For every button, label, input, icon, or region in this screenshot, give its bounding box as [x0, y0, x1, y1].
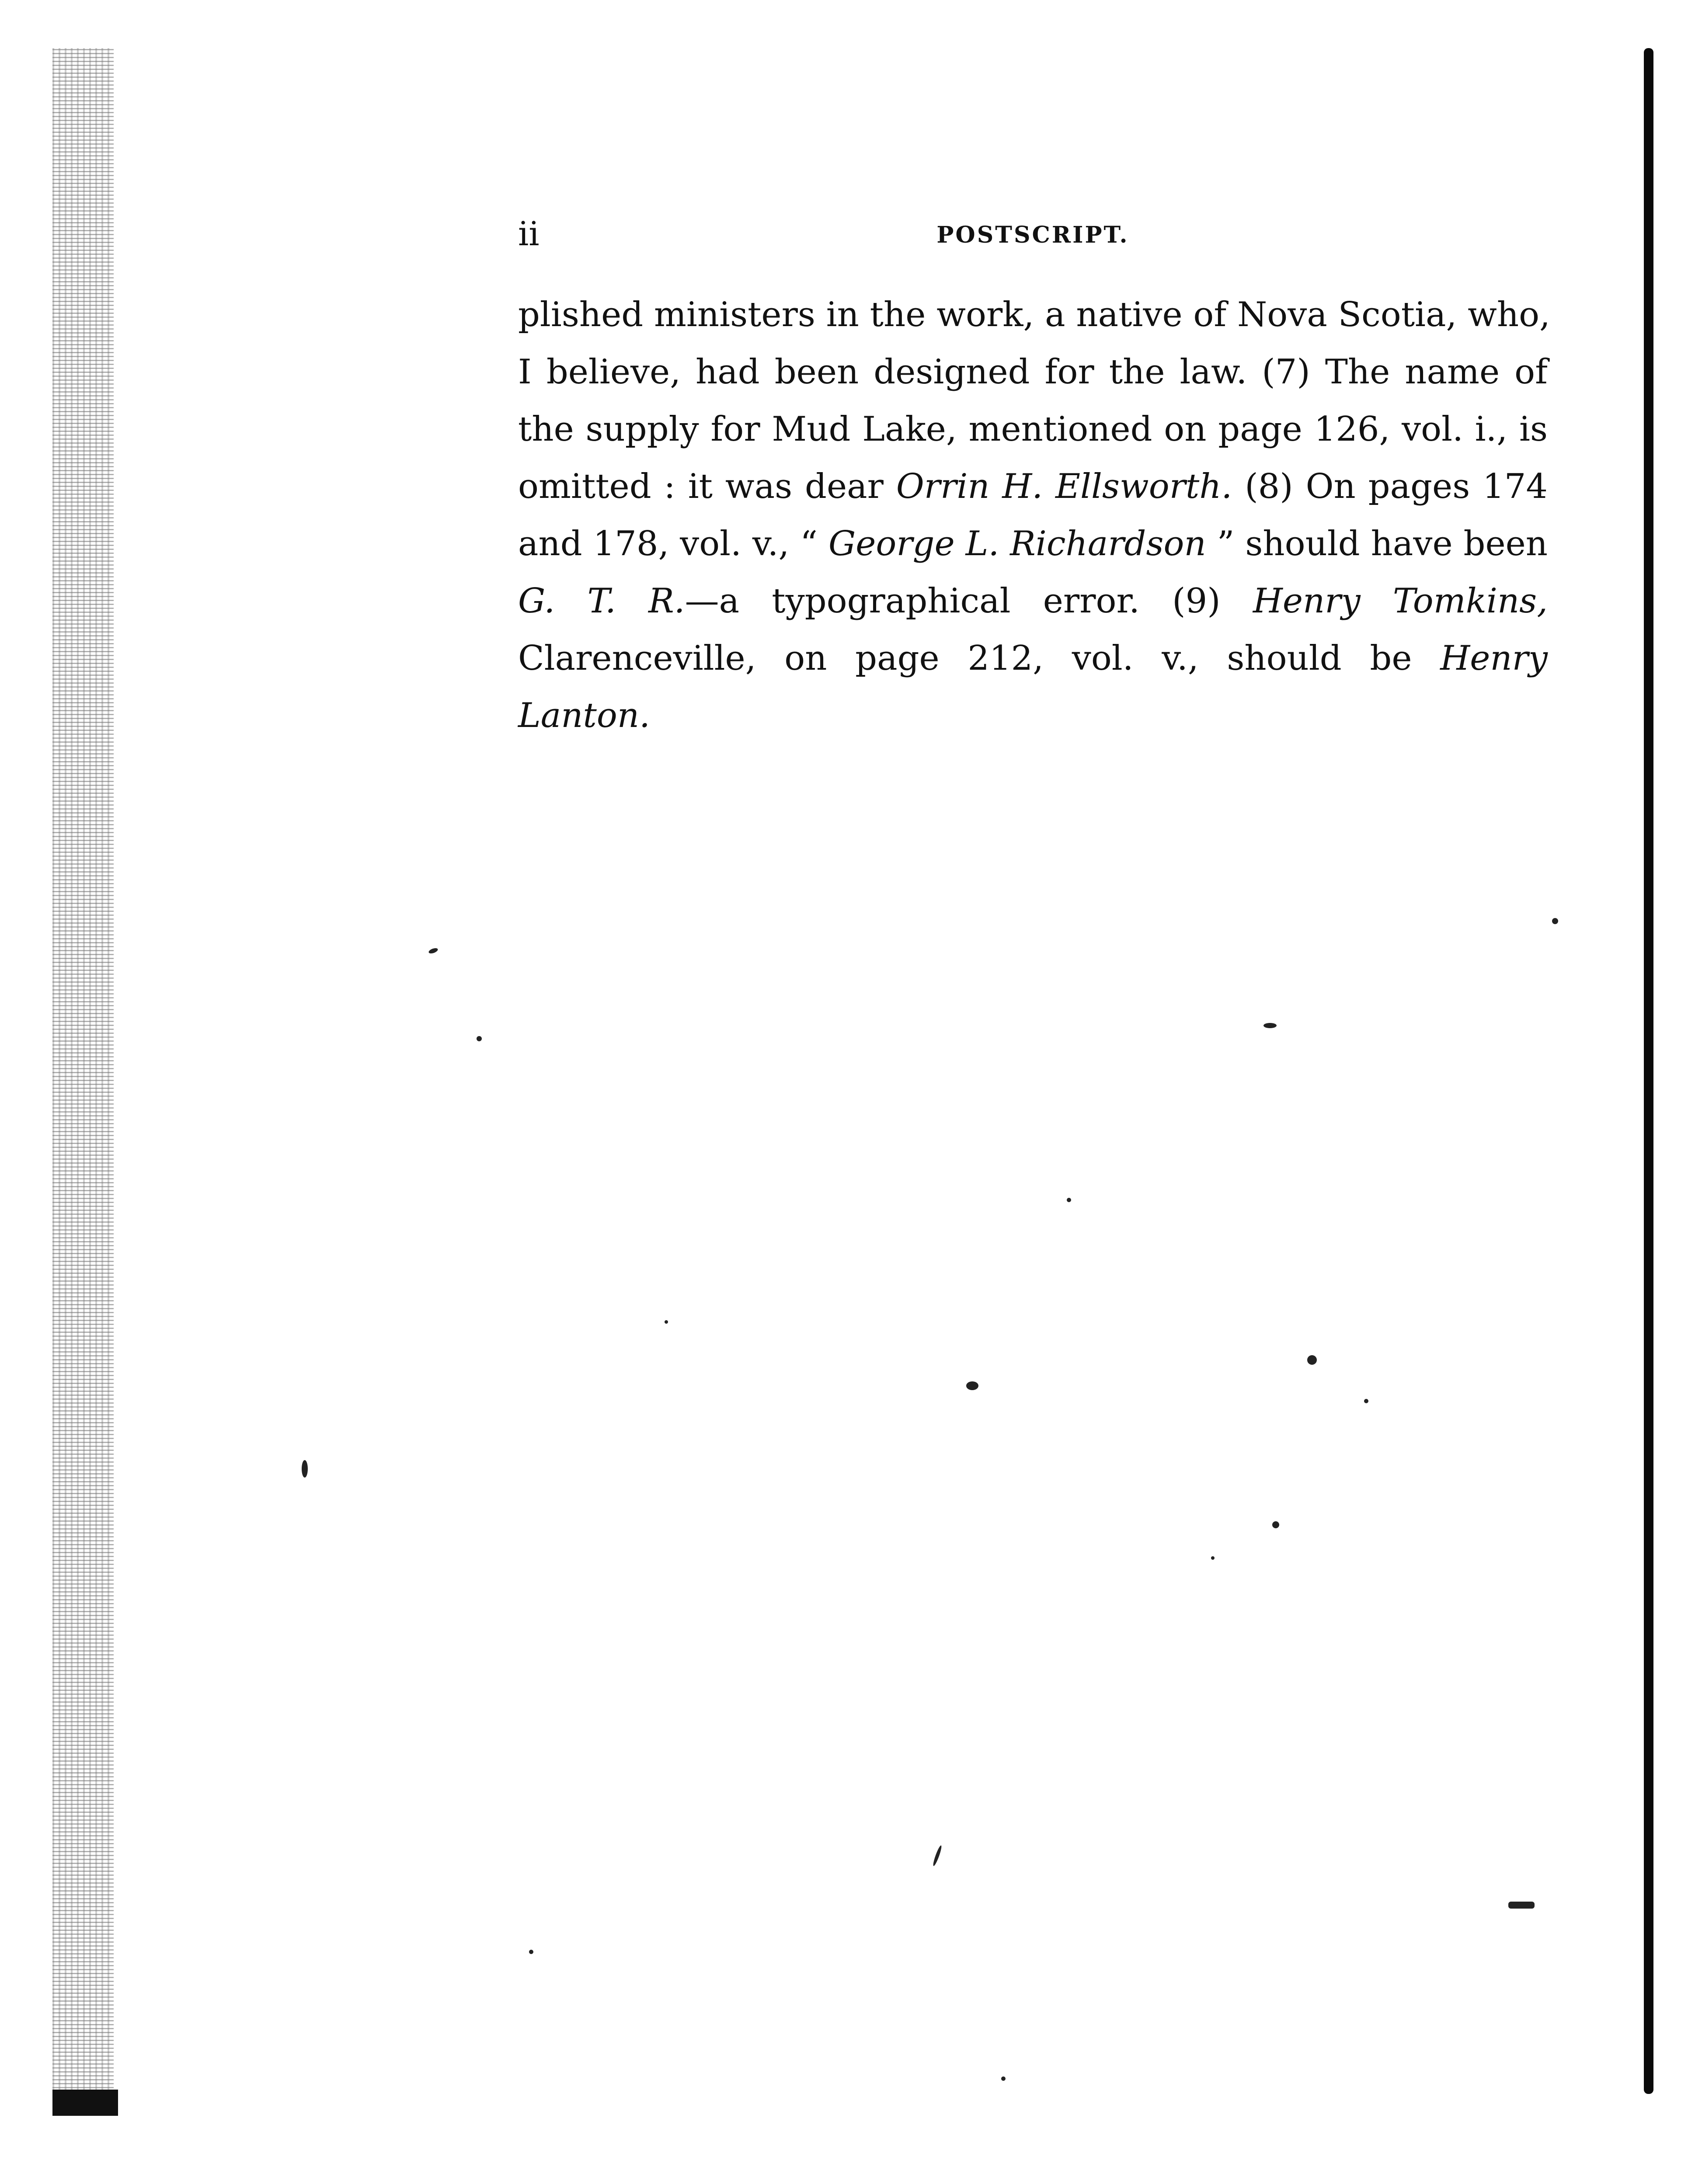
page-number: ii [518, 214, 539, 253]
italic-name: G. T. R. [518, 581, 685, 621]
text-line: plished ministers in the work, a native of Nova Scotia, who, [518, 295, 1550, 334]
italic-name: Lanton. [518, 696, 650, 735]
running-head [518, 210, 1548, 262]
italic-name: George L. Richardson [828, 524, 1206, 563]
text-line: Clarenceville, on page 212, vol. v., should be Henry [518, 639, 1548, 678]
binding-edge-corner [52, 2090, 118, 2116]
text-line [518, 687, 1548, 744]
binding-edge-shadow [52, 48, 114, 2116]
text-line: I believe, had been designed for the law. (7) The name of [518, 352, 1548, 392]
text-line: and 178, vol. v., “ George L. Richardson ” should have been [518, 524, 1548, 563]
right-edge-rule [1644, 48, 1653, 2094]
italic-name: Henry Tomkins, [1253, 581, 1548, 621]
text-line: the supply for Mud Lake, mentioned on page 126, vol. i., is [518, 410, 1548, 449]
body-paragraph [518, 286, 1548, 744]
running-title: POSTSCRIPT. [936, 222, 1129, 248]
italic-name: Orrin H. Ellsworth. [896, 467, 1232, 506]
text-line: G. T. R.—a typographical error. (9) Henry Tomkins, [518, 581, 1548, 621]
italic-name: Henry [1440, 639, 1548, 678]
text-line: omitted : it was dear Orrin H. Ellsworth. (8) On pages 174 [518, 467, 1548, 506]
